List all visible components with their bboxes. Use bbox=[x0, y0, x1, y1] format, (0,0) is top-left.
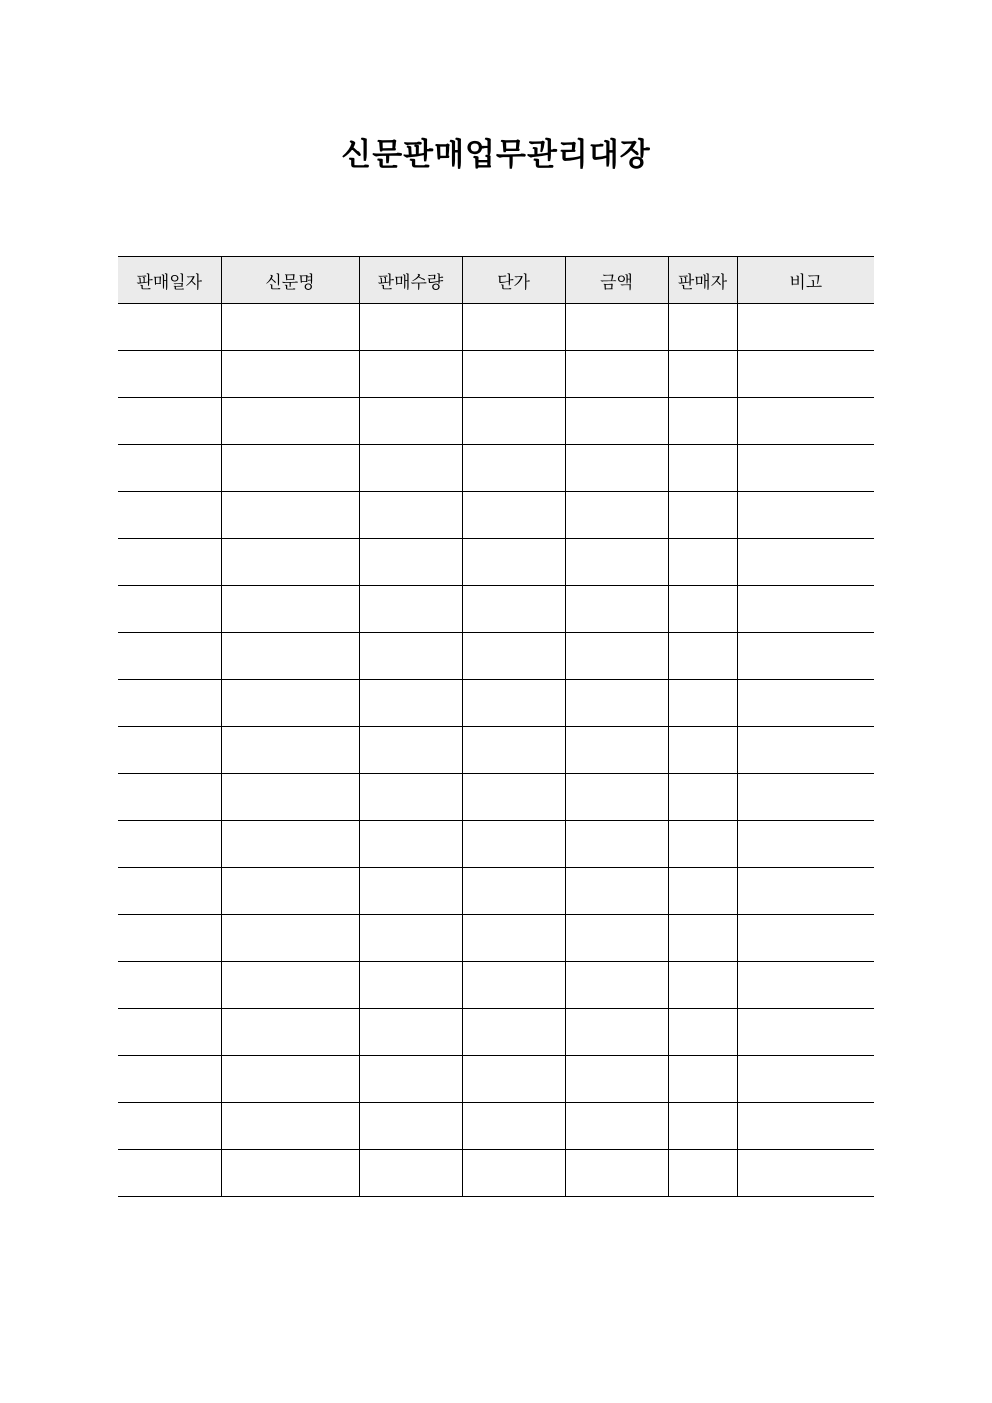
unit-price-cell[interactable] bbox=[462, 868, 565, 915]
sale-date-cell[interactable] bbox=[118, 868, 221, 915]
quantity-cell[interactable] bbox=[359, 1056, 462, 1103]
amount-cell[interactable] bbox=[565, 1009, 668, 1056]
unit-price-cell[interactable] bbox=[462, 727, 565, 774]
table-row bbox=[118, 492, 874, 539]
sale-date-cell[interactable] bbox=[118, 821, 221, 868]
quantity-cell[interactable] bbox=[359, 398, 462, 445]
unit-price-cell[interactable] bbox=[462, 398, 565, 445]
seller-cell[interactable] bbox=[668, 821, 737, 868]
quantity-cell[interactable] bbox=[359, 1103, 462, 1150]
column-header-sale-date: 판매일자 bbox=[118, 257, 221, 304]
table-row bbox=[118, 915, 874, 962]
seller-cell[interactable] bbox=[668, 398, 737, 445]
remarks-cell[interactable] bbox=[737, 1103, 874, 1150]
unit-price-cell[interactable] bbox=[462, 962, 565, 1009]
remarks-cell[interactable] bbox=[737, 445, 874, 492]
newspaper-name-cell[interactable] bbox=[221, 962, 359, 1009]
remarks-cell[interactable] bbox=[737, 727, 874, 774]
quantity-cell[interactable] bbox=[359, 821, 462, 868]
amount-cell[interactable] bbox=[565, 1150, 668, 1197]
amount-cell[interactable] bbox=[565, 586, 668, 633]
remarks-cell[interactable] bbox=[737, 868, 874, 915]
seller-cell[interactable] bbox=[668, 633, 737, 680]
sale-date-cell[interactable] bbox=[118, 1056, 221, 1103]
sale-date-cell[interactable] bbox=[118, 962, 221, 1009]
amount-cell[interactable] bbox=[565, 492, 668, 539]
quantity-cell[interactable] bbox=[359, 1009, 462, 1056]
amount-cell[interactable] bbox=[565, 539, 668, 586]
table-row bbox=[118, 680, 874, 727]
sale-date-cell[interactable] bbox=[118, 633, 221, 680]
unit-price-cell[interactable] bbox=[462, 445, 565, 492]
table-row bbox=[118, 398, 874, 445]
newspaper-name-cell[interactable] bbox=[221, 868, 359, 915]
newspaper-name-cell[interactable] bbox=[221, 586, 359, 633]
quantity-cell[interactable] bbox=[359, 1150, 462, 1197]
newspaper-name-cell[interactable] bbox=[221, 1009, 359, 1056]
quantity-cell[interactable] bbox=[359, 727, 462, 774]
remarks-cell[interactable] bbox=[737, 680, 874, 727]
unit-price-cell[interactable] bbox=[462, 1056, 565, 1103]
unit-price-cell[interactable] bbox=[462, 915, 565, 962]
sale-date-cell[interactable] bbox=[118, 539, 221, 586]
amount-cell[interactable] bbox=[565, 962, 668, 1009]
amount-cell[interactable] bbox=[565, 398, 668, 445]
remarks-cell[interactable] bbox=[737, 821, 874, 868]
sale-date-cell[interactable] bbox=[118, 1009, 221, 1056]
newspaper-name-cell[interactable] bbox=[221, 398, 359, 445]
sale-date-cell[interactable] bbox=[118, 351, 221, 398]
amount-cell[interactable] bbox=[565, 304, 668, 351]
seller-cell[interactable] bbox=[668, 727, 737, 774]
sale-date-cell[interactable] bbox=[118, 304, 221, 351]
amount-cell[interactable] bbox=[565, 774, 668, 821]
table-row bbox=[118, 586, 874, 633]
newspaper-name-cell[interactable] bbox=[221, 727, 359, 774]
remarks-cell[interactable] bbox=[737, 1009, 874, 1056]
sale-date-cell[interactable] bbox=[118, 774, 221, 821]
remarks-cell[interactable] bbox=[737, 633, 874, 680]
table-row bbox=[118, 1056, 874, 1103]
remarks-cell[interactable] bbox=[737, 962, 874, 1009]
remarks-cell[interactable] bbox=[737, 1056, 874, 1103]
column-header-remarks: 비고 bbox=[737, 257, 874, 304]
newspaper-name-cell[interactable] bbox=[221, 680, 359, 727]
quantity-cell[interactable] bbox=[359, 539, 462, 586]
column-header-quantity: 판매수량 bbox=[359, 257, 462, 304]
sale-date-cell[interactable] bbox=[118, 445, 221, 492]
newspaper-name-cell[interactable] bbox=[221, 1056, 359, 1103]
header-row bbox=[118, 257, 874, 304]
unit-price-cell[interactable] bbox=[462, 821, 565, 868]
quantity-cell[interactable] bbox=[359, 351, 462, 398]
seller-cell[interactable] bbox=[668, 962, 737, 1009]
remarks-cell[interactable] bbox=[737, 304, 874, 351]
column-header-newspaper-name: 신문명 bbox=[221, 257, 359, 304]
remarks-cell[interactable] bbox=[737, 774, 874, 821]
seller-cell[interactable] bbox=[668, 915, 737, 962]
unit-price-cell[interactable] bbox=[462, 539, 565, 586]
quantity-cell[interactable] bbox=[359, 868, 462, 915]
table-row bbox=[118, 445, 874, 492]
sale-date-cell[interactable] bbox=[118, 680, 221, 727]
newspaper-name-cell[interactable] bbox=[221, 445, 359, 492]
unit-price-cell[interactable] bbox=[462, 586, 565, 633]
unit-price-cell[interactable] bbox=[462, 492, 565, 539]
seller-cell[interactable] bbox=[668, 445, 737, 492]
amount-cell[interactable] bbox=[565, 915, 668, 962]
sale-date-cell[interactable] bbox=[118, 398, 221, 445]
unit-price-cell[interactable] bbox=[462, 774, 565, 821]
column-header-seller: 판매자 bbox=[668, 257, 737, 304]
unit-price-cell[interactable] bbox=[462, 1150, 565, 1197]
newspaper-name-cell[interactable] bbox=[221, 1150, 359, 1197]
sale-date-cell[interactable] bbox=[118, 727, 221, 774]
quantity-cell[interactable] bbox=[359, 492, 462, 539]
table-row bbox=[118, 727, 874, 774]
seller-cell[interactable] bbox=[668, 492, 737, 539]
table-row bbox=[118, 1009, 874, 1056]
seller-cell[interactable] bbox=[668, 586, 737, 633]
quantity-cell[interactable] bbox=[359, 586, 462, 633]
quantity-cell[interactable] bbox=[359, 962, 462, 1009]
remarks-cell[interactable] bbox=[737, 398, 874, 445]
unit-price-cell[interactable] bbox=[462, 633, 565, 680]
sale-date-cell[interactable] bbox=[118, 586, 221, 633]
quantity-cell[interactable] bbox=[359, 774, 462, 821]
amount-cell[interactable] bbox=[565, 1056, 668, 1103]
table-row bbox=[118, 1150, 874, 1197]
amount-cell[interactable] bbox=[565, 680, 668, 727]
table-row bbox=[118, 633, 874, 680]
amount-cell[interactable] bbox=[565, 633, 668, 680]
table-row bbox=[118, 351, 874, 398]
newspaper-name-cell[interactable] bbox=[221, 774, 359, 821]
sale-date-cell[interactable] bbox=[118, 1103, 221, 1150]
amount-cell[interactable] bbox=[565, 868, 668, 915]
quantity-cell[interactable] bbox=[359, 633, 462, 680]
quantity-cell[interactable] bbox=[359, 304, 462, 351]
seller-cell[interactable] bbox=[668, 539, 737, 586]
newspaper-name-cell[interactable] bbox=[221, 351, 359, 398]
unit-price-cell[interactable] bbox=[462, 1009, 565, 1056]
seller-cell[interactable] bbox=[668, 680, 737, 727]
remarks-cell[interactable] bbox=[737, 915, 874, 962]
quantity-cell[interactable] bbox=[359, 445, 462, 492]
sale-date-cell[interactable] bbox=[118, 915, 221, 962]
remarks-cell[interactable] bbox=[737, 351, 874, 398]
unit-price-cell[interactable] bbox=[462, 680, 565, 727]
newspaper-name-cell[interactable] bbox=[221, 539, 359, 586]
unit-price-cell[interactable] bbox=[462, 1103, 565, 1150]
seller-cell[interactable] bbox=[668, 351, 737, 398]
unit-price-cell[interactable] bbox=[462, 351, 565, 398]
table-row bbox=[118, 304, 874, 351]
newspaper-name-cell[interactable] bbox=[221, 1103, 359, 1150]
seller-cell[interactable] bbox=[668, 1056, 737, 1103]
table-row bbox=[118, 1103, 874, 1150]
sale-date-cell[interactable] bbox=[118, 1150, 221, 1197]
remarks-cell[interactable] bbox=[737, 539, 874, 586]
remarks-cell[interactable] bbox=[737, 1150, 874, 1197]
table-row bbox=[118, 821, 874, 868]
document-title: 신문판매업무관리대장 bbox=[341, 137, 651, 173]
newspaper-name-cell[interactable] bbox=[221, 633, 359, 680]
ledger-body bbox=[118, 304, 874, 1197]
quantity-cell[interactable] bbox=[359, 915, 462, 962]
newspaper-name-cell[interactable] bbox=[221, 492, 359, 539]
seller-cell[interactable] bbox=[668, 1009, 737, 1056]
ledger-table bbox=[118, 256, 874, 1197]
newspaper-name-cell[interactable] bbox=[221, 915, 359, 962]
seller-cell[interactable] bbox=[668, 774, 737, 821]
table-row bbox=[118, 868, 874, 915]
column-header-amount: 금액 bbox=[565, 257, 668, 304]
newspaper-name-cell[interactable] bbox=[221, 821, 359, 868]
seller-cell[interactable] bbox=[668, 304, 737, 351]
remarks-cell[interactable] bbox=[737, 492, 874, 539]
amount-cell[interactable] bbox=[565, 351, 668, 398]
amount-cell[interactable] bbox=[565, 445, 668, 492]
unit-price-cell[interactable] bbox=[462, 304, 565, 351]
table-row bbox=[118, 539, 874, 586]
quantity-cell[interactable] bbox=[359, 680, 462, 727]
newspaper-name-cell[interactable] bbox=[221, 304, 359, 351]
table-row bbox=[118, 962, 874, 1009]
seller-cell[interactable] bbox=[668, 1150, 737, 1197]
remarks-cell[interactable] bbox=[737, 586, 874, 633]
sale-date-cell[interactable] bbox=[118, 492, 221, 539]
seller-cell[interactable] bbox=[668, 1103, 737, 1150]
seller-cell[interactable] bbox=[668, 868, 737, 915]
amount-cell[interactable] bbox=[565, 727, 668, 774]
table-row bbox=[118, 774, 874, 821]
amount-cell[interactable] bbox=[565, 821, 668, 868]
amount-cell[interactable] bbox=[565, 1103, 668, 1150]
column-header-unit-price: 단가 bbox=[462, 257, 565, 304]
